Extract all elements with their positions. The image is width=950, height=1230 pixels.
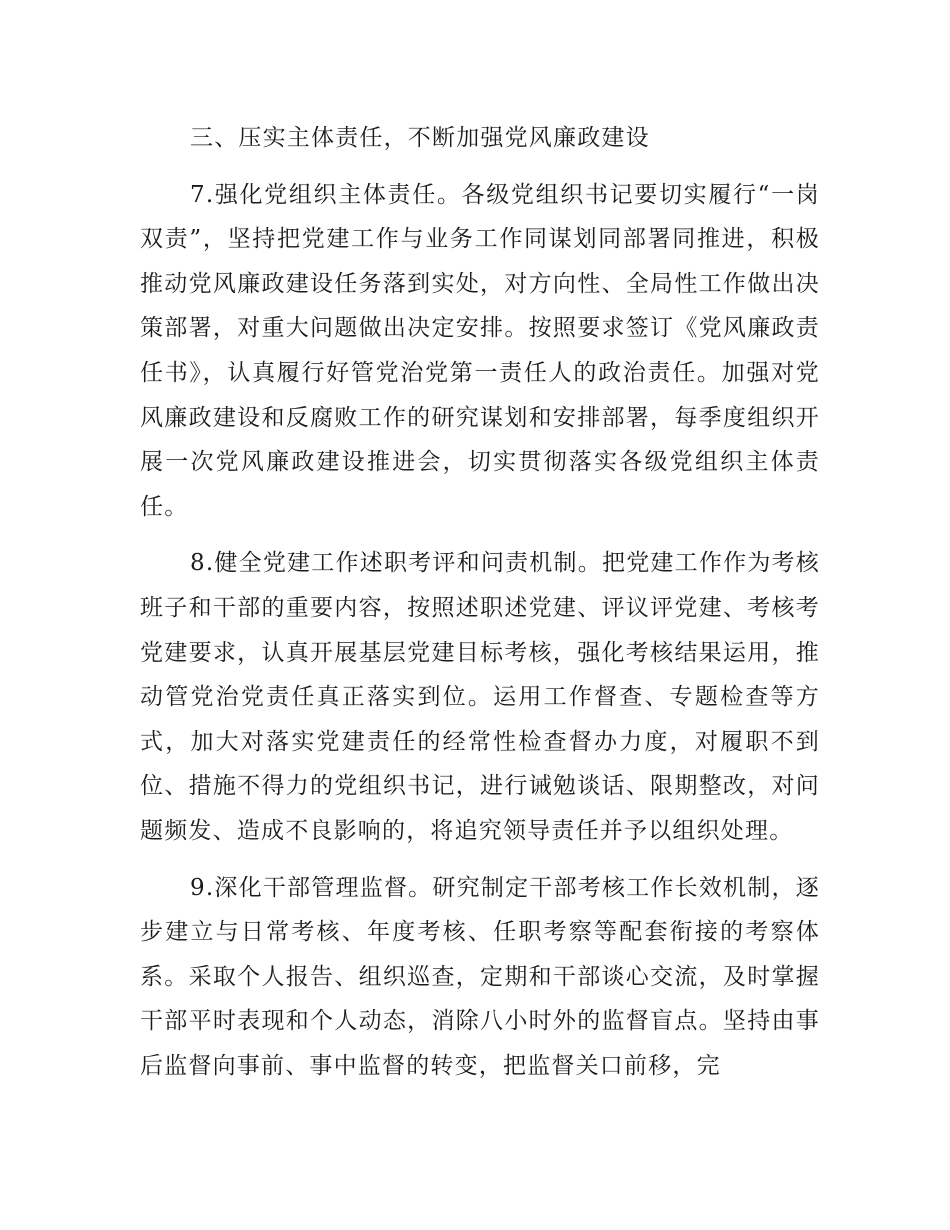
document-body	[140, 116, 820, 1088]
paragraph-8: 8.健全党建工作述职考评和问责机制。把党建工作作为考核班子和干部的重要内容，按照述职述党建、评议评党建、考核考党建要求，认真开展基层党建目标考核，强化考核结果运用，推动管党治党责任真正落实到位。运用工作督查、专题检查等方式，加大对落实党建责任的经常性检查督办力度，对履职不到位、措施不得力的党组织书记，进行诫勉谈话、限期整改，对问题频发、造成不良影响的，将追究领导责任并予以组织处理。	[140, 550, 820, 844]
paragraph-7: 7.强化党组织主体责任。各级党组织书记要切实履行“一岗双责”，坚持把党建工作与业务工作同谋划同部署同推进，积极推动党风廉政建设任务落到实处，对方向性、全局性工作做出决策部署，对重大问题做出决定安排。按照要求签订《党风廉政责任书》，认真履行好管党治党第一责任人的政治责任。加强对党风廉政建设和反腐败工作的研究谋划和安排部署，每季度组织开展一次党风廉政建设推进会，切实贯彻落实各级党组织主体责任。	[140, 181, 820, 520]
section-heading: 三、压实主体责任，不断加强党风廉政建设	[190, 125, 650, 151]
paragraph-9: 9.深化干部管理监督。研究制定干部考核工作长效机制，逐步建立与日常考核、年度考核、任职考察等配套衔接的考察体系。采取个人报告、组织巡查，定期和干部谈心交流，及时掌握干部平时表现和个人动态，消除八小时外的监督盲点。坚持由事后监督向事前、事中监督的转变，把监督关口前移，完	[140, 874, 820, 1079]
